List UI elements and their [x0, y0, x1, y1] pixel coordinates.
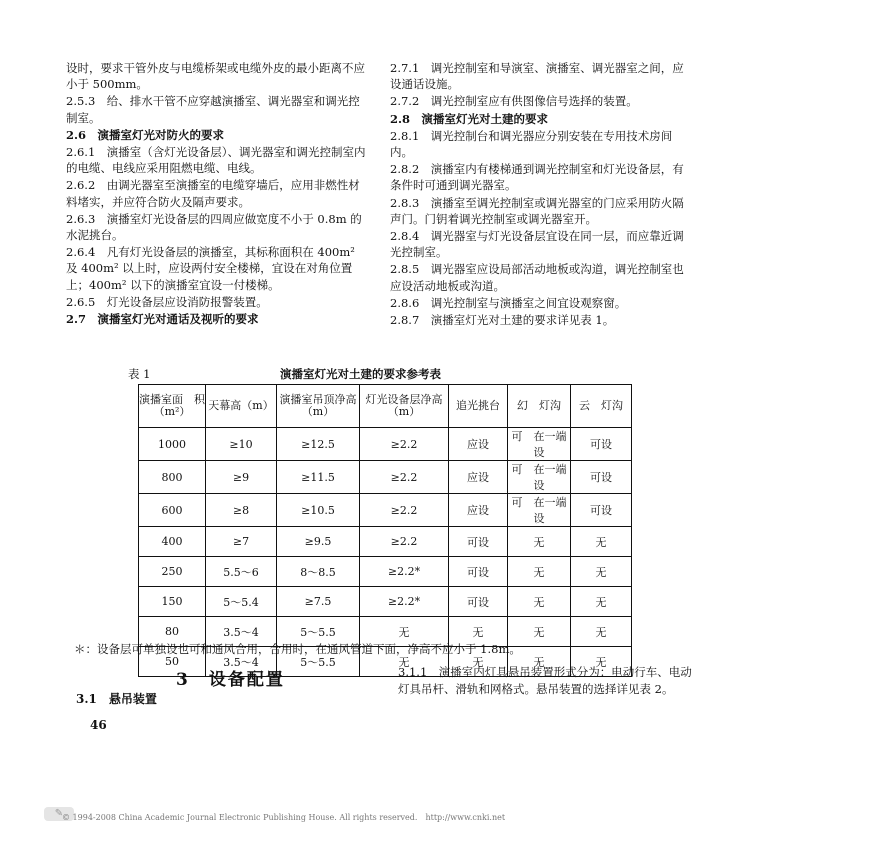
table-cell: 5～5.5 [277, 647, 360, 677]
table-cell: 可设 [571, 428, 632, 461]
table-cell: 可设 [571, 494, 632, 527]
table-cell: 无 [571, 647, 632, 677]
table-cell: ≥2.2* [360, 557, 449, 587]
table-row [139, 557, 632, 587]
table-cell: 5.5～6 [206, 557, 277, 587]
paragraph: 2.8.6 调光控制室与演播室之间宜设观察窗。 [390, 295, 627, 310]
table-cell: 800 [139, 461, 206, 494]
header-cell: 灯光设备层净高（m） [360, 385, 449, 428]
table-title: 演播室灯光对土建的要求参考表 [280, 367, 441, 381]
table-cell: ≥10.5 [277, 494, 360, 527]
section-heading: 2.8 演播室灯光对土建的要求 [390, 111, 549, 126]
section-heading: 2.6 演播室灯光对防火的要求 [66, 127, 225, 142]
paragraph: 2.8.5 调光器室应设局部活动地板或沟道，调光控制室也应设活动地板或沟道。 [390, 262, 684, 293]
table-cell: ≥10 [206, 428, 277, 461]
header-cell: 幻 灯沟 [508, 385, 571, 428]
header-cell: 云 灯沟 [571, 385, 632, 428]
table-cell: 250 [139, 557, 206, 587]
table-cell: 无 [449, 617, 508, 647]
table-cell: 50 [139, 647, 206, 677]
table-row [139, 461, 632, 494]
table-cell: 5～5.4 [206, 587, 277, 617]
table-cell: 可 在一端设 [508, 494, 571, 527]
table-cell: ≥2.2 [360, 527, 449, 557]
table-cell: ≥9.5 [277, 527, 360, 557]
table-row [139, 428, 632, 461]
table-header-row [139, 385, 632, 428]
header-cell: 演播室吊顶净高（m） [277, 385, 360, 428]
paragraph: 2.8.7 演播室灯光对土建的要求详见表 1。 [390, 313, 615, 328]
table-cell: 无 [449, 647, 508, 677]
paragraph: 2.6.1 演播室（含灯光设备层）、调光器室和调光控制室内的电缆、电线应采用阻燃电缆、电线。 [66, 145, 366, 176]
header-cell: 天幕高（m） [206, 385, 277, 428]
table-cell: 无 [508, 557, 571, 587]
table-cell: 可设 [449, 557, 508, 587]
table-row [139, 494, 632, 527]
table-cell: 应设 [449, 461, 508, 494]
paragraph: 2.8.2 演播室内有楼梯通到调光控制室和灯光设备层，有条件时可通到调光器室。 [390, 162, 684, 193]
table-cell: 无 [571, 617, 632, 647]
paragraph: 2.8.1 调光控制台和调光器应分别安装在专用技术房间内。 [390, 128, 673, 160]
publisher-logo-icon: ✎ [44, 807, 74, 821]
page-number: 46 [90, 718, 107, 732]
right-column [390, 60, 690, 329]
table-cell: 可设 [449, 587, 508, 617]
table-cell: ≥7.5 [277, 587, 360, 617]
paragraph: 2.6.4 凡有灯光设备层的演播室，其标称面积在 400m² 及 400m² 以上时，应设两付安全楼梯，宜设在对角位置上；400m² 以下的演播室宜设一付楼梯。 [66, 245, 355, 292]
table-cell: 无 [360, 617, 449, 647]
table-cell: 无 [508, 587, 571, 617]
table-cell: 600 [139, 494, 206, 527]
table-cell: ≥2.2 [360, 461, 449, 494]
table-cell: 无 [571, 527, 632, 557]
table-footnote: ＊：设备层可单独设也可和通风合用，合用时，在通风管道下面，净高不应小于 1.8m。 [74, 642, 521, 656]
table-cell: 无 [571, 557, 632, 587]
reference-table [138, 384, 632, 677]
header-cell: 追光挑台 [449, 385, 508, 428]
table-cell: 应设 [449, 494, 508, 527]
table-cell: 无 [571, 587, 632, 617]
paragraph: 2.5.3 给、排水干管不应穿越演播室、调光器室和调光控制室。 [66, 94, 360, 125]
table-cell: 可 在一端设 [508, 461, 571, 494]
table-cell: 3.5～4 [206, 647, 277, 677]
paragraph: 2.7.2 调光控制室应有供图像信号选择的装置。 [390, 94, 638, 109]
table-cell: 150 [139, 587, 206, 617]
paragraph: 2.7.1 调光控制室和导演室、演播室、调光器室之间，应设通话设施。 [390, 61, 684, 92]
section-title: 3 设备配置 [176, 670, 285, 690]
table-row [139, 527, 632, 557]
paragraph: 2.8.4 调光器室与灯光设备层宜设在同一层，而应靠近调光控制室。 [390, 229, 684, 260]
table-cell: 8～8.5 [277, 557, 360, 587]
table-cell: 5～5.5 [277, 617, 360, 647]
table-cell: 80 [139, 617, 206, 647]
table-cell: 无 [508, 527, 571, 557]
table-cell: 可 在一端设 [508, 428, 571, 461]
paragraph: 2.8.3 演播室至调光控制室或调光器室的门应采用防火隔声门。门钥着调光控制室或调光器室开。 [390, 195, 684, 226]
table-cell: 400 [139, 527, 206, 557]
paragraph: 2.6.3 演播室灯光设备层的四周应做宽度不小于 0.8m 的水泥挑台。 [66, 211, 362, 243]
table-cell: 可设 [449, 527, 508, 557]
table-row [139, 587, 632, 617]
table-cell: ≥2.2 [360, 494, 449, 527]
table-cell: ≥12.5 [277, 428, 360, 461]
left-column [66, 60, 368, 328]
table-cell: ≥9 [206, 461, 277, 494]
table-cell: 应设 [449, 428, 508, 461]
table-label: 表 1 [128, 367, 151, 381]
table-cell: 可设 [571, 461, 632, 494]
table-cell: 1000 [139, 428, 206, 461]
table-cell: ≥8 [206, 494, 277, 527]
subsection-title: 3.1 悬吊装置 [76, 692, 157, 706]
table-cell: ≥7 [206, 527, 277, 557]
paragraph: 2.6.5 灯光设备层应设消防报警装置。 [66, 294, 268, 309]
paragraph: 3.1.1 演播室内灯具悬吊装置形式分为：电动行车、电动灯具吊杆、滑轨和网格式。悬吊装置的选择详见表 2。 [398, 665, 692, 696]
paragraph: 设时，要求干管外皮与电缆桥架或电缆外皮的最小距离不应小于 500mm。 [66, 61, 365, 92]
paragraph: 2.6.2 由调光器室至演播室的电缆穿墙后，应用非燃性材料堵实，并应符合防火及隔声要求。 [66, 178, 360, 209]
table-cell: 3.5～4 [206, 617, 277, 647]
header-cell: 演播室面 积（m²） [139, 385, 206, 428]
table-cell: ≥2.2 [360, 428, 449, 461]
table-cell: 无 [508, 647, 571, 677]
section-heading: 2.7 演播室灯光对通话及视听的要求 [66, 312, 259, 327]
table-cell: ≥2.2* [360, 587, 449, 617]
table-cell: 无 [360, 647, 449, 677]
table-cell: ≥11.5 [277, 461, 360, 494]
copyright-footer: © 1994-2008 China Academic Journal Electronic Publishing House. All rights reserved. http://www.cnki.net [62, 813, 506, 822]
table-cell: 无 [508, 617, 571, 647]
